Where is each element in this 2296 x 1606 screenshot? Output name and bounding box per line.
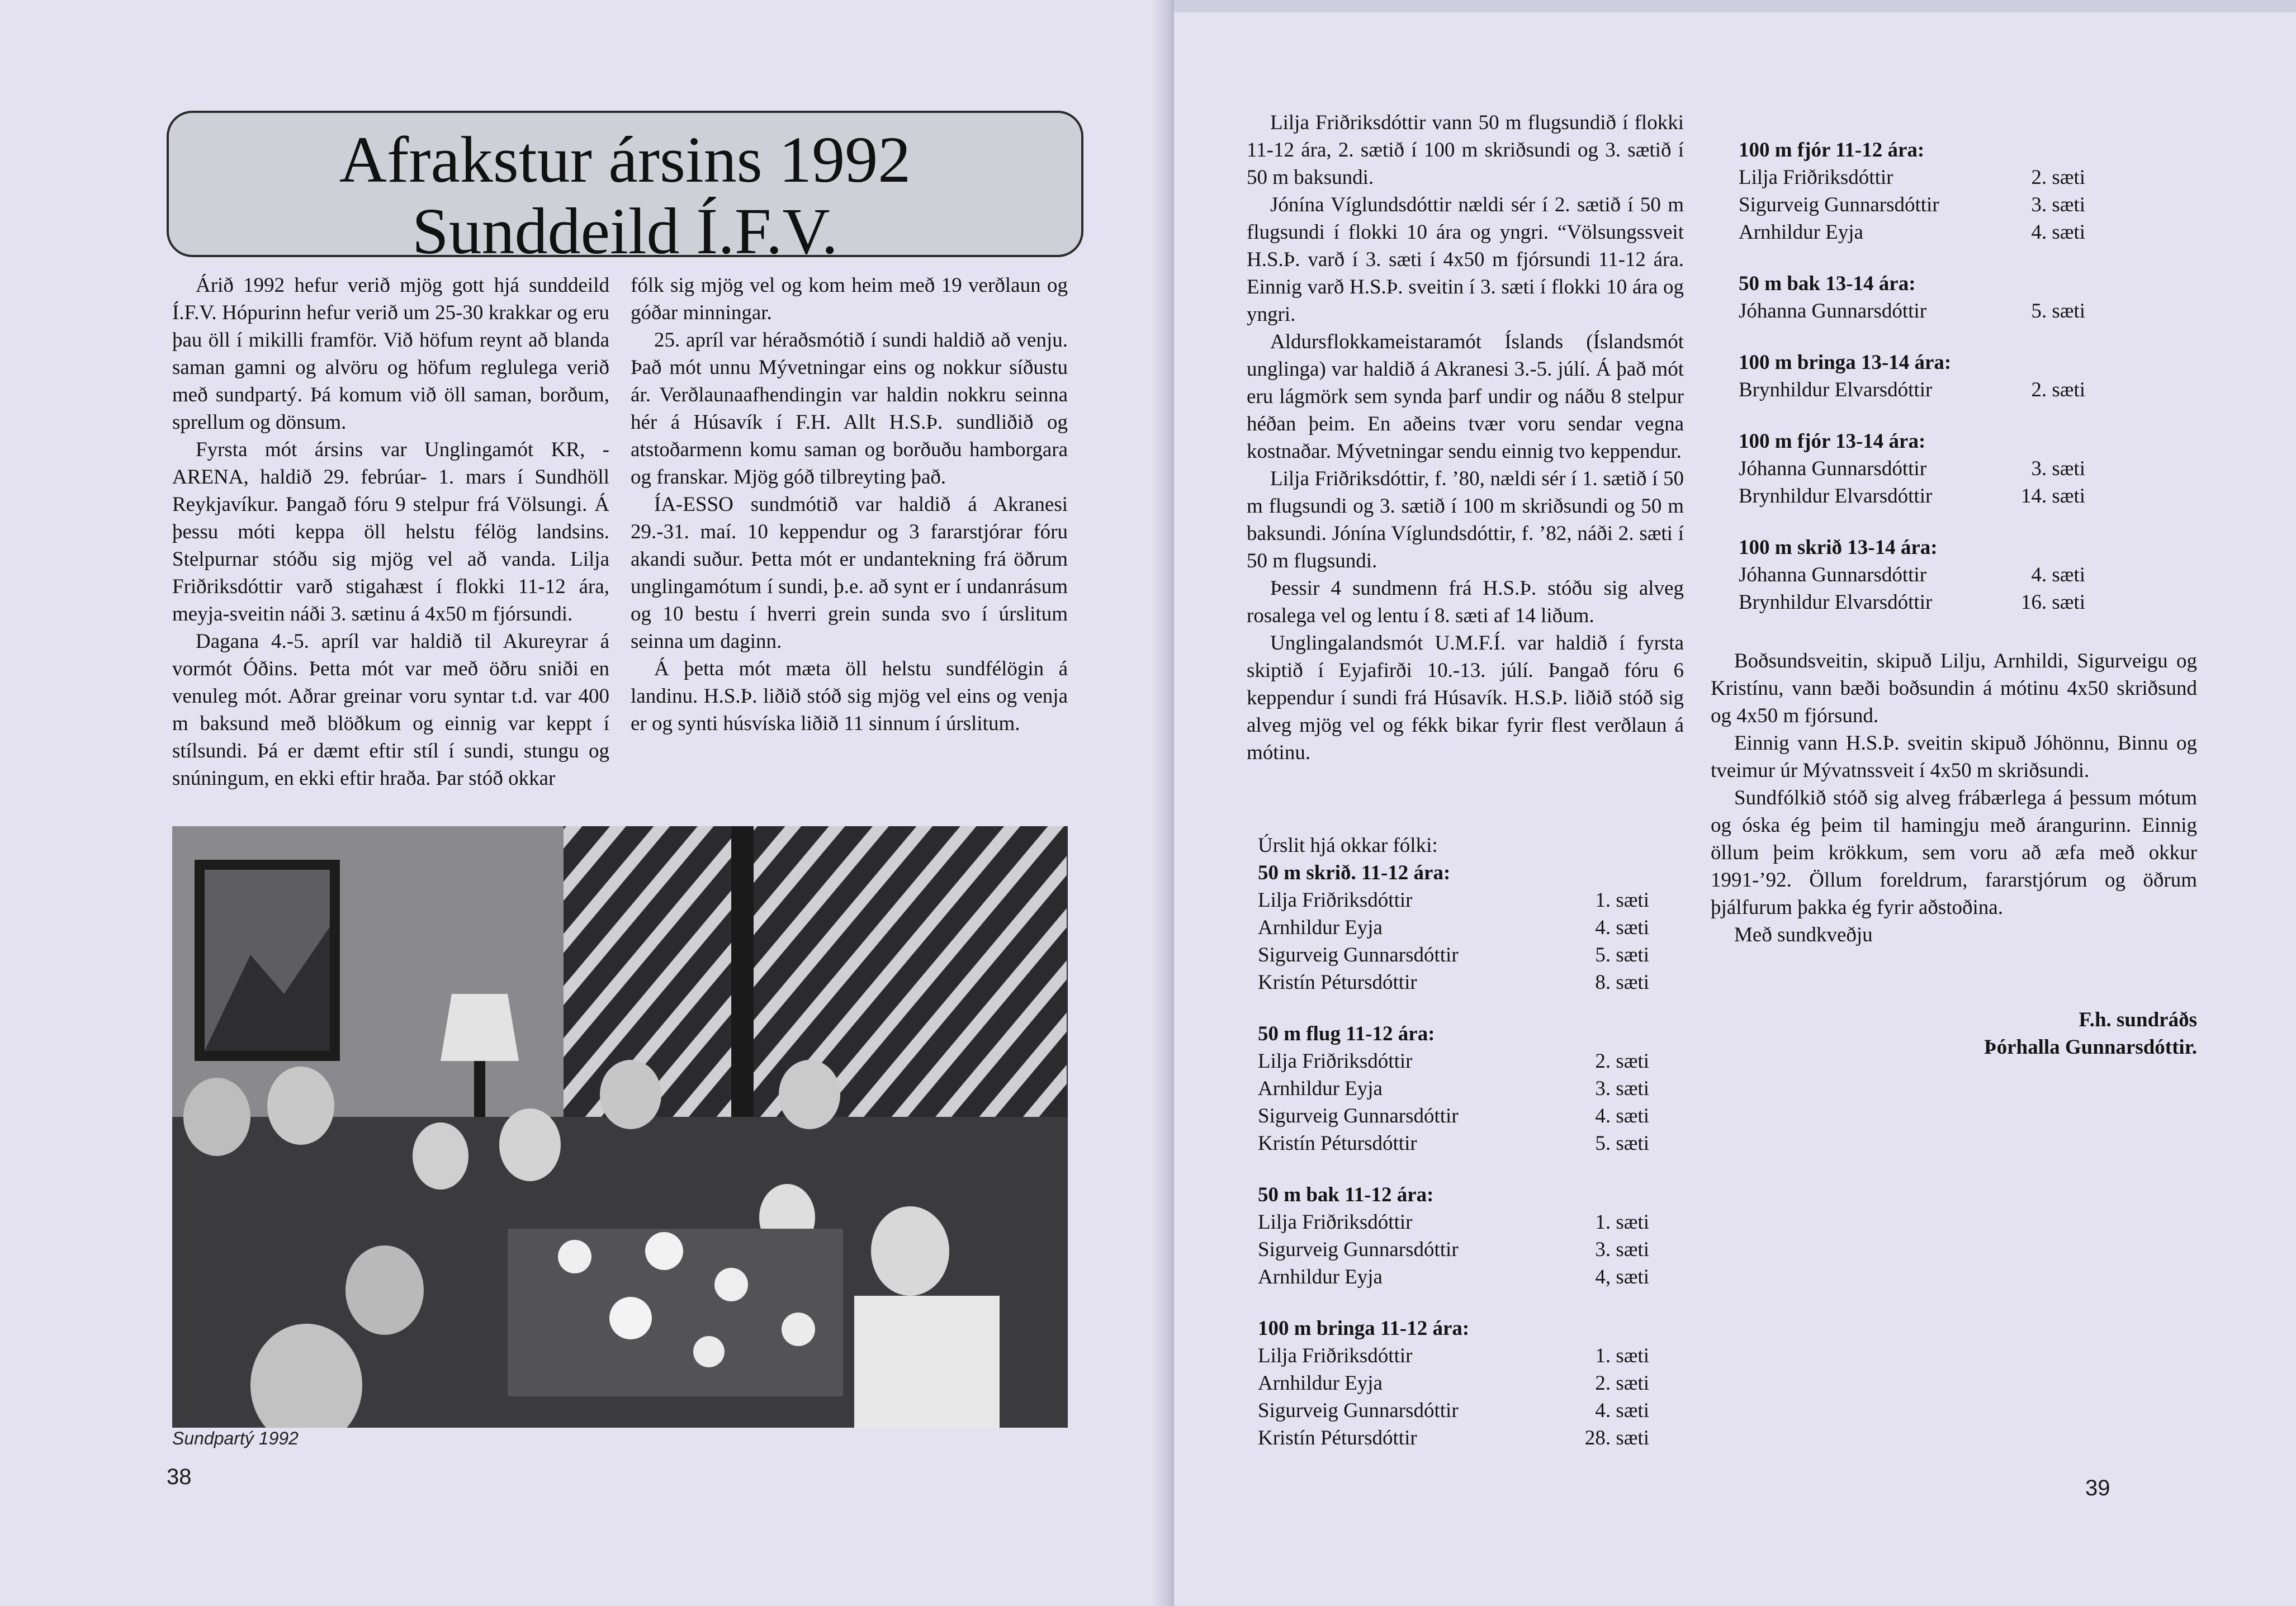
paragraph: 25. apríl var héraðsmótið í sundi haldið að venju. Það mót unnu Mývetningar eins og nokkur síðustu ár. Verðlaunaafhendingin var haldin nokkru seinna hér á Húsavík í F.H. Allt H.S.Þ. sundliðið og atstoðarmenn komu saman og borðuðu hamborgara og franskar. Mjög góð tilbreyting það. — [631, 329, 1068, 489]
result-group — [1258, 1315, 1649, 1452]
result-group — [1258, 1181, 1649, 1291]
result-group — [1739, 270, 2085, 325]
swimmer-name: Sigurveig Gunnarsdóttir — [1258, 1238, 1459, 1261]
placement: 4. sæti — [2031, 563, 2085, 586]
right-column-1 — [1247, 109, 1684, 766]
right-column-2-tail — [1711, 647, 2197, 949]
swimmer-name: Arnhildur Eyja — [1258, 916, 1383, 939]
swimmer-name: Arnhildur Eyja — [1739, 221, 1863, 244]
placement: 3. sæti — [2031, 193, 2085, 216]
result-group — [1258, 1020, 1649, 1157]
signature — [1878, 1006, 2197, 1061]
left-column-2 — [631, 272, 1068, 737]
result-row — [1739, 482, 2085, 510]
result-row — [1258, 1370, 1649, 1397]
result-row — [1258, 1102, 1649, 1130]
result-row — [1258, 1236, 1649, 1263]
placement: 2. sæti — [1595, 1372, 1649, 1395]
swimmer-name: Kristín Pétursdóttir — [1258, 1427, 1417, 1449]
paragraph: Lilja Friðriksdóttir, f. ’80, nældi sér í 1. sætið í 50 m flugsundi og 3. sætið í 100 m skriðsundi og 50 m baksundi. Jónína Víglundsdóttir, f. ’82, náði 2. sæti í 50 m flugsundi. — [1247, 467, 1684, 572]
result-row — [1258, 941, 1649, 969]
result-group — [1739, 534, 2085, 616]
photo-caption: Sundpartý 1992 — [172, 1428, 299, 1448]
result-row — [1739, 376, 2085, 404]
paragraph: fólk sig mjög vel og kom heim með 19 verðlaun og góðar minningar. — [631, 274, 1068, 324]
page-number: 38 — [167, 1465, 192, 1489]
paragraph: Árið 1992 hefur verið mjög gott hjá sunddeild Í.F.V. Hópurinn hefur verið um 25-30 krakkar og eru þau öll í mikilli framför. Við höfum reynt að blanda saman gamni og alvöru og höfum reglulega verið með sundpartý. Þá komum við öll saman, borðum, sprellum og dönsum. — [172, 274, 609, 434]
result-group — [1739, 136, 2085, 246]
signature-role: F.h. sundráðs — [2079, 1008, 2197, 1031]
paragraph: Aldursflokkameistaramót Íslands (Íslandsmót unglinga) var haldið á Akranesi 3.-5. júlí. Á það mót eru lágmörk sem synda þarf undir og náðu 8 stelpur héðan þeim. En aðeins tvær voru sendar vegna kostnaðar. Mývetningar sendu einnig tvo keppendur. — [1247, 330, 1684, 463]
result-event-title: 50 m flug 11-12 ára: — [1258, 1022, 1435, 1045]
placement: 8. sæti — [1595, 971, 1649, 994]
swimmer-name: Lilja Friðriksdóttir — [1258, 1050, 1413, 1073]
result-event-title: 50 m skrið. 11-12 ára: — [1258, 861, 1451, 884]
paragraph: Fyrsta mót ársins var Unglingamót KR, - ARENA, haldið 29. febrúar- 1. mars í Sundhöll Reykjavíkur. Þangað fóru 9 stelpur frá Völsungi. Á þessu móti keppa öll helstu félög landsins. Stelpurnar stóðu sig mjög vel að vanda. Lilja Friðriksdóttir varð stigahæst í flokki 11-12 ára, meyja-sveitin náði 3. sætinu á 4x50 m fjórsundi. — [172, 438, 609, 626]
result-row — [1739, 219, 2085, 246]
swimmer-name: Jóhanna Gunnarsdóttir — [1739, 563, 1927, 586]
result-row — [1258, 1342, 1649, 1370]
paragraph: ÍA-ESSO sundmótið var haldið á Akranesi 29.-31. maí. 10 keppendur og 3 fararstjórar fóru akandi suður. Þetta mót er undantekning frá öðrum unglingamótum í sundi, þ.e. að synt er í undanrásum og 10 bestu í hverri grein sunda svo í úrslitum seinna um daginn. — [631, 493, 1068, 653]
placement: 1. sæti — [1595, 889, 1649, 912]
results-left — [1258, 832, 1649, 1476]
placement: 4. sæti — [1595, 1399, 1649, 1422]
paragraph: Á þetta mót mæta öll helstu sundfélögin á landinu. H.S.Þ. liðið stóð sig mjög vel eins og venja er og synti húsvíska liðið 11 sinnum í úrslitum. — [631, 657, 1068, 735]
result-row — [1739, 191, 2085, 219]
placement: 4. sæti — [1595, 1105, 1649, 1127]
paragraph: Sundfólkið stóð sig alveg frábærlega á þessum mótum og óska ég þeim til hamingju með árangurinn. Einnig öllum þeim krökkum, sem voru að æfa með okkur 1991-’92. Öllum foreldrum, fararstjórum og öðrum þjálfurum þakka ég fyrir aðstoðina. — [1711, 787, 2197, 919]
paragraph: Með sundkveðju — [1734, 923, 1873, 946]
placement: 2. sæti — [1595, 1050, 1649, 1073]
result-event-title: 100 m bringa 11-12 ára: — [1258, 1317, 1470, 1340]
placement: 16. sæti — [2020, 591, 2085, 614]
paragraph: Unglingalandsmót U.M.F.Í. var haldið í fyrsta skiptið í Eyjafirði 10.-13. júlí. Þangað fóru 6 keppendur í sundi frá Húsavík. H.S.Þ. liðið stóð sig alveg mjög vel og fékk bikar fyrir flest verðlaun á mótinu. — [1247, 632, 1684, 764]
title-box — [167, 111, 1083, 268]
result-row — [1739, 561, 2085, 589]
result-row — [1258, 969, 1649, 996]
signature-name: Þórhalla Gunnarsdóttir. — [1983, 1036, 2197, 1059]
party-photo — [172, 826, 1068, 1428]
swimmer-name: Lilja Friðriksdóttir — [1258, 1211, 1413, 1234]
swimmer-name: Sigurveig Gunnarsdóttir — [1739, 193, 1939, 216]
right-page — [1174, 0, 2296, 1606]
placement: 14. sæti — [2020, 485, 2085, 508]
result-row — [1258, 1075, 1649, 1102]
left-column-1 — [172, 272, 609, 792]
swimmer-name: Arnhildur Eyja — [1258, 1372, 1383, 1395]
result-row — [1258, 1263, 1649, 1291]
placement: 1. sæti — [1595, 1211, 1649, 1234]
article-title: Afrakstur ársins 1992 — [339, 123, 911, 196]
swimmer-name: Lilja Friðriksdóttir — [1739, 166, 1893, 189]
paragraph: Lilja Friðriksdóttir vann 50 m flugsundið í flokki 11-12 ára, 2. sætið í 100 m skriðsundi og 3. sætið í 50 m baksundi. — [1247, 111, 1684, 189]
placement: 2. sæti — [2031, 378, 2085, 401]
result-event-title: 100 m fjór 11-12 ára: — [1739, 139, 1925, 162]
paragraph: Boðsundsveitin, skipuð Lilju, Arnhildi, Sigurveigu og Kristínu, vann bæði boðsundin á mótinu 4x50 skriðsund og 4x50 m fjórsund. — [1711, 650, 2197, 727]
result-row — [1739, 164, 2085, 191]
placement: 2. sæti — [2031, 166, 2085, 189]
result-row — [1258, 1397, 1649, 1424]
swimmer-name: Sigurveig Gunnarsdóttir — [1258, 1399, 1459, 1422]
swimmer-name: Lilja Friðriksdóttir — [1258, 1344, 1413, 1367]
placement: 3. sæti — [1595, 1238, 1649, 1261]
placement: 3. sæti — [2031, 457, 2085, 480]
results-right — [1739, 136, 2085, 640]
placement: 1. sæti — [1595, 1344, 1649, 1367]
paragraph: Einnig vann H.S.Þ. sveitin skipuð Jóhönnu, Binnu og tveimur úr Mývatnssveit í 4x50 m skriðsundi. — [1711, 732, 2197, 782]
placement: 5. sæti — [2031, 300, 2085, 323]
result-row — [1258, 1048, 1649, 1075]
placement: 3. sæti — [1595, 1077, 1649, 1100]
placement: 4. sæti — [2031, 221, 2085, 244]
article-subtitle: Sunddeild Í.F.V. — [411, 195, 839, 268]
swimmer-name: Arnhildur Eyja — [1258, 1266, 1383, 1288]
result-row — [1258, 1209, 1649, 1236]
result-event-title: 50 m bak 13-14 ára: — [1739, 272, 1916, 295]
page-number: 39 — [2085, 1476, 2110, 1500]
result-row — [1258, 1130, 1649, 1157]
placement: 4. sæti — [1595, 916, 1649, 939]
swimmer-name: Kristín Pétursdóttir — [1258, 1132, 1417, 1155]
swimmer-name: Brynhildur Elvarsdóttir — [1739, 378, 1933, 401]
result-row — [1258, 887, 1649, 914]
paragraph: Þessir 4 sundmenn frá H.S.Þ. stóðu sig alveg rosalega vel og lentu í 8. sæti af 14 liðum. — [1247, 577, 1684, 627]
result-row — [1739, 297, 2085, 325]
swimmer-name: Lilja Friðriksdóttir — [1258, 889, 1413, 912]
result-group — [1739, 428, 2085, 510]
result-row — [1258, 1424, 1649, 1452]
placement: 5. sæti — [1595, 944, 1649, 967]
swimmer-name: Sigurveig Gunnarsdóttir — [1258, 944, 1459, 967]
result-row — [1739, 589, 2085, 616]
result-event-title: 100 m fjór 13-14 ára: — [1739, 430, 1926, 453]
swimmer-name: Sigurveig Gunnarsdóttir — [1258, 1105, 1459, 1127]
paragraph: Dagana 4.-5. apríl var haldið til Akureyrar á vormót Óðins. Þetta mót var með öðru sniði en venuleg mót. Aðrar greinar voru syntar t.d. var 400 m baksund með blöðkum og einnig var keppt í stílsundi. Þá er dæmt eftir stíl í sundi, stungu og snúningum, en ekki eftir hraða. Þar stóð okkar — [172, 630, 609, 790]
swimmer-name: Kristín Pétursdóttir — [1258, 971, 1417, 994]
result-group — [1258, 859, 1649, 996]
result-event-title: 50 m bak 11-12 ára: — [1258, 1183, 1434, 1206]
result-event-title: 100 m bringa 13-14 ára: — [1739, 351, 1952, 374]
placement: 4, sæti — [1595, 1266, 1649, 1288]
swimmer-name: Brynhildur Elvarsdóttir — [1739, 485, 1933, 508]
result-row — [1258, 914, 1649, 941]
result-event-title: 100 m skrið 13-14 ára: — [1739, 536, 1938, 559]
top-edge — [1174, 0, 2296, 12]
swimmer-name: Jóhanna Gunnarsdóttir — [1739, 457, 1927, 480]
swimmer-name: Arnhildur Eyja — [1258, 1077, 1383, 1100]
placement: 28. sæti — [1584, 1427, 1649, 1449]
swimmer-name: Brynhildur Elvarsdóttir — [1739, 591, 1933, 614]
paragraph: Jónína Víglundsdóttir nældi sér í 2. sætið í 50 m flugsundi í flokki 10 ára og yngri. “Völsungssveit H.S.Þ. varð í 3. sæti í 4x50 m fjórsundi 11-12 ára. Einnig varð H.S.Þ. sveitin í 3. sæti í flokki 10 ára og yngri. — [1247, 193, 1684, 326]
results-intro: Úrslit hjá okkar fólki: — [1258, 834, 1438, 857]
result-group — [1739, 349, 2085, 404]
swimmer-name: Jóhanna Gunnarsdóttir — [1739, 300, 1927, 323]
placement: 5. sæti — [1595, 1132, 1649, 1155]
result-row — [1739, 455, 2085, 482]
